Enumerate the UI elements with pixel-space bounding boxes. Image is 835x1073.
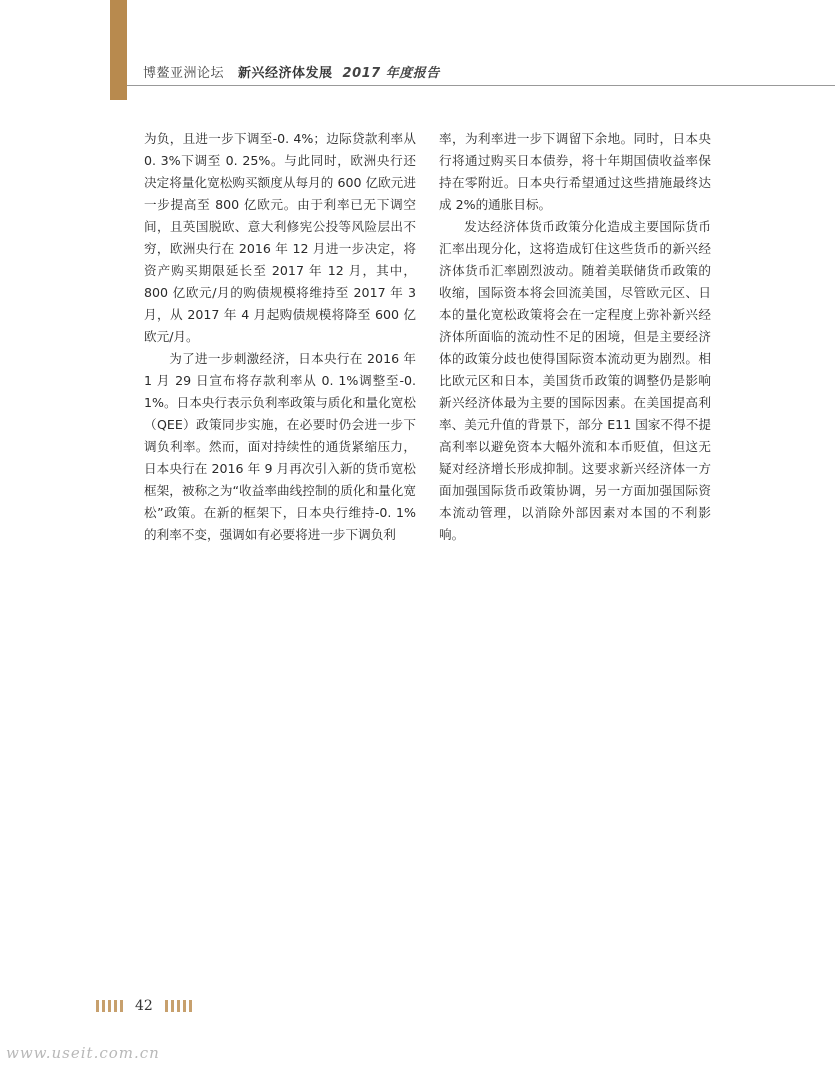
footer-bars-left <box>96 1000 123 1012</box>
running-header <box>143 62 440 81</box>
right-paragraph-2: 发达经济体货币政策分化造成主要国际货币汇率出现分化，这将造成钉住这些货币的新兴经济体货币汇率剧烈波动。随着美联储货币政策的收缩，国际资本将会回流美国，尽管欧元区、日本的量化宽松政策将会在一定程度上弥补新兴经济体所面临的流动性不足的困境，但是主要经济体的政策分歧也使得国际资本流动更为剧烈。相比欧元区和日本，美国货币政策的调整仍是影响新兴经济体最为主要的国际因素。在美国提高利率、美元升值的背景下，部分 E11 国家不得不提高利率以避免资本大幅外流和本币贬值，但这无疑对经济增长形成抑制。这要求新兴经济体一方面加强国际货币政策协调，另一方面加强国际资本流动管理，以消除外部因素对本国的不利影响。 <box>439 219 711 542</box>
page-number: 42 <box>135 998 153 1014</box>
header-report: 2017 年度报告 <box>342 66 440 81</box>
header-divider <box>127 85 835 86</box>
page-footer <box>96 998 192 1014</box>
left-paragraph-1: 为负，且进一步下调至-0. 4%；边际贷款利率从 0. 3%下调至 0. 25%。与此同时，欧洲央行还决定将量化宽松购买额度从每月的 600 亿欧元进一步提高至 800 亿欧元。由于利率已无下调空间，且英国脱欧、意大利修宪公投等风险层出不穷，欧洲央行在 2016 年 12 月进一步决定，将资产购买期限延长至 2017 年 12 月，其中，800 亿欧元/月的购债规模将维持至 2017 年 3 月，从 2017 年 4 月起购债规模将降至 600 亿欧元/月。 <box>144 131 416 344</box>
left-paragraph-2: 为了进一步刺激经济，日本央行在 2016 年 1 月 29 日宣布将存款利率从 0. 1%调整至-0. 1%。日本央行表示负利率政策与质化和量化宽松（QEE）政策同步实施，在必要时仍会进一步下调负利率。然而，面对持续性的通货紧缩压力，日本央行在 2016 年 9 月再次引入新的货币宽松框架，被称之为“收益率曲线控制的质化和量化宽松”政策。在新的框架下，日本央行维持-0. 1%的利率不变，强调如有必要将进一步下调负利 <box>144 351 416 542</box>
header-accent-bar <box>110 0 127 100</box>
left-column <box>144 128 416 546</box>
watermark: www.useit.com.cn <box>6 1044 160 1062</box>
footer-bars-right <box>165 1000 192 1012</box>
header-title: 新兴经济体发展 <box>238 66 333 81</box>
right-paragraph-1: 率，为利率进一步下调留下余地。同时，日本央行将通过购买日本债券，将十年期国债收益率保持在零附近。日本央行希望通过这些措施最终达成 2%的通胀目标。 <box>439 131 711 212</box>
right-column <box>439 128 711 546</box>
header-forum: 博鳌亚洲论坛 <box>143 66 225 81</box>
